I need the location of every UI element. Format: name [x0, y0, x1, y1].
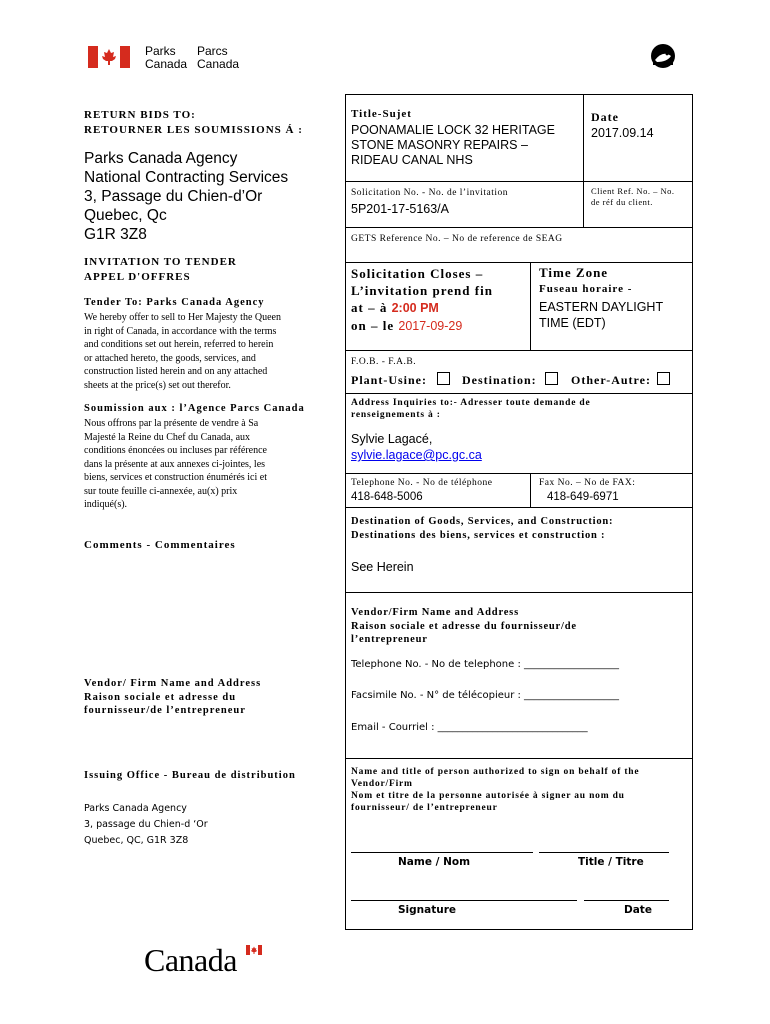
- soumission-text-line: biens, services et construction énumérés ici et: [84, 472, 267, 483]
- dest-goods-line: Destinations des biens, services et construction :: [351, 530, 606, 541]
- fob-label: F.O.B. - F.A.B.: [351, 357, 417, 367]
- vendor-right-line: Raison sociale et adresse du fournisseur/de: [351, 620, 577, 632]
- agency-line: G1R 3Z8: [84, 226, 147, 243]
- beaver-emblem-icon: [649, 42, 677, 70]
- destination-label: Destination:: [462, 373, 537, 387]
- closes-date: 2017-09-29: [398, 319, 463, 333]
- soumission-text-line: sur toute feuille ci-annexée, au(x) prix: [84, 485, 238, 497]
- facsimile-field[interactable]: Facsimile No. - N° de télécopieur : ___________________: [351, 690, 620, 701]
- soumission-text-line: dans la présente at aux annexes ci-jointes, les: [84, 458, 266, 470]
- date-sign-label: Date: [624, 904, 652, 916]
- closes-time: 2:00 PM: [391, 301, 439, 315]
- vendor-line: fournisseur/de l’entrepreneur: [84, 705, 246, 716]
- plant-label: Plant-Usine:: [351, 373, 427, 387]
- email-field[interactable]: Email - Courriel : ______________________________: [351, 722, 588, 733]
- canada-fr: Canada: [197, 57, 240, 71]
- title-signature-line[interactable]: [539, 852, 669, 853]
- parks-canada-logo: [88, 45, 248, 71]
- solicitation-value: 5P201-17-5163/A: [351, 202, 449, 216]
- title-value-line: STONE MASONRY REPAIRS –: [351, 138, 528, 152]
- tel-value: 418-648-5006: [351, 491, 423, 503]
- name-signature-line[interactable]: [351, 852, 533, 853]
- tender-text-line: We hereby offer to sell to Her Majesty the Queen: [84, 312, 281, 323]
- soumission-text-line: Majesté la Reine du Chef du Canada, aux: [84, 431, 251, 443]
- name-nom-label: Name / Nom: [398, 856, 471, 868]
- soumission-text-line: indiqué(s).: [84, 499, 128, 510]
- soumission-heading: Soumission aux : l’Agence Parcs Canada: [84, 403, 305, 414]
- destination-checkbox[interactable]: [545, 372, 558, 385]
- title-value-line: RIDEAU CANAL NHS: [351, 153, 473, 167]
- see-herein: See Herein: [351, 560, 414, 574]
- closes-at-label: at – à: [351, 300, 388, 315]
- timezone-fr: Fuseau horaire -: [539, 283, 633, 295]
- agency-line: National Contracting Services: [84, 169, 289, 186]
- inquiries-line: Address Inquiries to:- Adresser toute demande de: [351, 398, 591, 408]
- timezone-value-line: TIME (EDT): [539, 316, 606, 330]
- return-bids-en: RETURN BIDS TO:: [84, 109, 196, 121]
- issuing-office-heading: Issuing Office - Bureau de distribution: [84, 770, 296, 781]
- parcs-fr: Parcs: [197, 44, 228, 58]
- plant-checkbox[interactable]: [437, 372, 450, 385]
- timezone-value-line: EASTERN DAYLIGHT: [539, 300, 664, 314]
- vendor-line: Raison sociale et adresse du: [84, 691, 237, 703]
- signature-label: Signature: [398, 904, 457, 916]
- parks-en: Parks: [145, 44, 176, 58]
- timezone-label: Time Zone: [539, 265, 609, 280]
- canada-wordmark-flag-icon: [391, 944, 405, 954]
- other-checkbox[interactable]: [657, 372, 670, 385]
- dest-goods-line: Destination of Goods, Services, and Construction:: [351, 516, 614, 527]
- other-label: Other-Autre:: [571, 373, 651, 387]
- soumission-text-line: Nous offrons par la présente de vendre à Sa: [84, 418, 259, 429]
- issuing-addr-line: Quebec, QC, G1R 3Z8: [84, 835, 189, 846]
- tel-label: Telephone No. - No de téléphone: [351, 478, 493, 488]
- canada-flag-icon: [88, 46, 130, 68]
- inquiries-line: renseignements à :: [351, 410, 441, 420]
- issuing-addr-line: 3, passage du Chien-d ‘Or: [84, 819, 208, 830]
- agency-address: [84, 149, 288, 244]
- tender-text-line: construction listed herein and on any attached: [84, 366, 268, 377]
- signature-line[interactable]: [351, 900, 577, 901]
- canada-wordmark-text: Canada: [144, 942, 237, 978]
- wordmark-flag-icon: [246, 945, 262, 955]
- solicitation-label: Solicitation No. - No. de l’invitation: [351, 188, 508, 198]
- client-ref-line: Client Ref. No. – No.: [591, 186, 675, 196]
- tender-text-line: and conditions set out herein, referred to herein: [84, 339, 274, 350]
- itt-fr: APPEL D'OFFRES: [84, 271, 191, 283]
- vendor-right-line: l’entrepreneur: [351, 634, 428, 645]
- agency-line: 3, Passage du Chien-d’Or: [84, 188, 263, 205]
- date-value: 2017.09.14: [591, 126, 654, 140]
- comments-heading: Comments - Commentaires: [84, 539, 236, 551]
- vendor-right-line: Vendor/Firm Name and Address: [351, 607, 519, 618]
- auth-line: Name and title of person authorized to sign on behalf of the: [351, 767, 640, 777]
- contact-name: Sylvie Lagacé,: [351, 432, 433, 446]
- closes-on-label: on – le: [351, 318, 395, 333]
- title-titre-label: Title / Titre: [578, 856, 644, 868]
- contact-email-link[interactable]: sylvie.lagace@pc.gc.ca: [351, 448, 482, 462]
- soumission-text-line: conditions énoncées ou incluses par référence: [84, 445, 267, 456]
- agency-line: Quebec, Qc: [84, 207, 167, 224]
- client-ref-line: de réf du client.: [591, 197, 653, 207]
- tender-text-line: or attached hereto, the goods, services, and: [84, 352, 256, 364]
- auth-line: fournisseur/ de l’entrepreneur: [351, 803, 498, 813]
- auth-line: Vendor/Firm: [351, 779, 413, 789]
- fax-value: 418-649-6971: [547, 491, 619, 503]
- tender-to: Tender To: Parks Canada Agency: [84, 297, 265, 308]
- tender-text-line: sheets at the price(s) set out therefor.: [84, 379, 231, 391]
- gets-ref-label: GETS Reference No. – No de reference de SEAG: [351, 234, 563, 244]
- date-line[interactable]: [584, 900, 669, 901]
- return-bids-fr: RETOURNER LES SOUMISSIONS Á :: [84, 124, 303, 136]
- canada-en: Canada: [145, 57, 188, 71]
- vendor-line: Vendor/ Firm Name and Address: [84, 678, 262, 689]
- closes-line-2: L’invitation prend fin: [351, 283, 493, 298]
- date-label: Date: [591, 110, 619, 124]
- title-label: Title-Sujet: [351, 108, 412, 120]
- issuing-addr-line: Parks Canada Agency: [84, 803, 187, 814]
- telephone-field[interactable]: Telephone No. - No de telephone : ___________________: [351, 659, 620, 670]
- closes-line-1: Solicitation Closes –: [351, 266, 484, 281]
- auth-line: Nom et titre de la personne autorisée à signer au nom du: [351, 791, 625, 801]
- title-value-line: POONAMALIE LOCK 32 HERITAGE: [351, 123, 555, 137]
- fax-label: Fax No. – No de FAX:: [539, 478, 636, 488]
- itt-en: INVITATION TO TENDER: [84, 256, 237, 268]
- agency-line: Parks Canada Agency: [84, 150, 238, 167]
- tender-text-line: in right of Canada, in accordance with the terms: [84, 325, 277, 337]
